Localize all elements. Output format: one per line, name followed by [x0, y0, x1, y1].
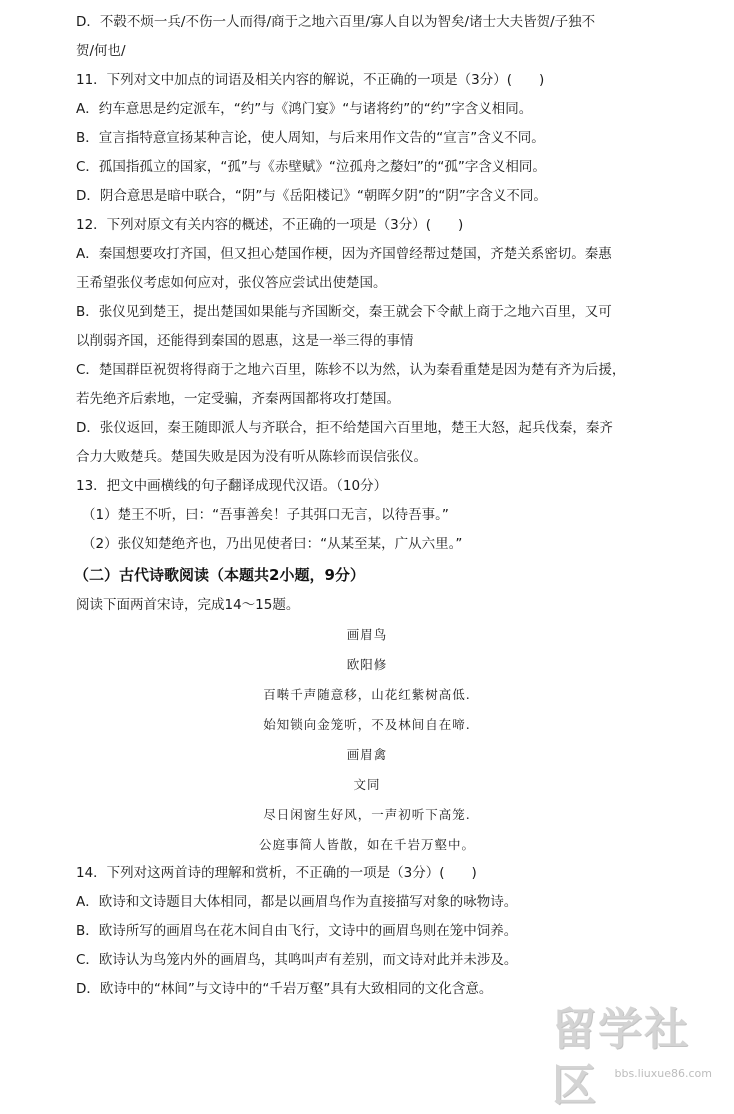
text-line: D．不毂不烦一兵/不伤一人而得/商于之地六百里/寡人自以为智矣/诸士大夫皆贺/子独不 [76, 14, 596, 30]
watermark-logo: 留学社区 [552, 1004, 690, 1111]
poem2-line: 尽日闲窗生好风，一声初听下高笼. [263, 807, 471, 822]
question-11-stem: 11．下列对文中加点的词语及相关内容的解说，不正确的一项是（3分）( ) [76, 72, 545, 88]
question-14-stem: 14．下列对这两首诗的理解和赏析，不正确的一项是（3分）( ) [76, 865, 477, 881]
poem1-line: 百啭千声随意移，山花红紫树高低. [263, 687, 471, 702]
option-d: D．阴合意思是暗中联合，“阴”与《岳阳楼记》“朝晖夕阴”的“阴”字含义不同。 [76, 188, 547, 204]
q13-item-1: （1）楚王不听，曰：“吾事善矣！子其弭口无言，以待吾事。” [82, 507, 449, 523]
option-d: D．欧诗中的“林间”与文诗中的“千岩万壑”具有大致相同的文化含意。 [76, 981, 493, 997]
option-d-cont: 合力大败楚兵。楚国失败是因为没有听从陈轸而误信张仪。 [76, 449, 427, 465]
site-watermark [552, 1002, 722, 1111]
poem1-title: 画眉鸟 [346, 627, 388, 642]
option-a: A．秦国想要攻打齐国，但又担心楚国作梗，因为齐国曾经帮过楚国，齐楚关系密切。秦惠 [76, 246, 612, 262]
poem2-author: 文同 [353, 777, 381, 792]
poem1-line: 始知锁向金笼听，不及林间自在啼. [263, 717, 471, 732]
option-c-cont: 若先绝齐后索地，一定受骗，齐秦两国都将攻打楚国。 [76, 391, 400, 407]
option-a: A．约车意思是约定派车，“约”与《鸿门宴》“与诸将约”的“约”字含义相同。 [76, 101, 533, 117]
poem1-author: 欧阳修 [346, 657, 388, 672]
option-a-cont: 王希望张仪考虑如何应对，张仪答应尝试出使楚国。 [76, 275, 387, 291]
reading-intro: 阅读下面两首宋诗，完成14～15题。 [76, 597, 300, 613]
option-b: B．宣言指特意宣扬某种言论，使人周知，与后来用作文告的“宣言”含义不同。 [76, 130, 545, 146]
option-c: C．楚国群臣祝贺将得商于之地六百里，陈轸不以为然，认为秦看重楚是因为楚有齐为后援， [76, 362, 626, 378]
option-b: B．张仪见到楚王，提出楚国如果能与齐国断交，秦王就会下令献上商于之地六百里，又可 [76, 304, 612, 320]
poem2-line: 公庭事简人皆散，如在千岩万壑中。 [258, 837, 475, 852]
question-13-stem: 13．把文中画横线的句子翻译成现代汉语。（10分） [76, 478, 388, 494]
option-d: D．张仪返回，秦王随即派人与齐联合，拒不给楚国六百里地，楚王大怒，起兵伐秦，秦齐 [76, 420, 613, 436]
text-line: 贺/何也/ [76, 43, 126, 59]
option-b-cont: 以削弱齐国，还能得到秦国的恩惠，这是一举三得的事情 [76, 333, 414, 349]
question-12-stem: 12．下列对原文有关内容的概述，不正确的一项是（3分）( ) [76, 217, 464, 233]
watermark-url: bbs.liuxue86.com [614, 1067, 712, 1080]
option-c: C．欧诗认为鸟笼内外的画眉鸟，其鸣叫声有差别，而文诗对此并未涉及。 [76, 952, 518, 968]
q13-item-2: （2）张仪知楚绝齐也，乃出见使者曰：“从某至某，广从六里。” [82, 536, 463, 552]
option-b: B．欧诗所写的画眉鸟在花木间自由飞行，文诗中的画眉鸟则在笼中饲养。 [76, 923, 518, 939]
poem2-title: 画眉禽 [346, 747, 388, 762]
option-a: A．欧诗和文诗题目大体相同，都是以画眉鸟作为直接描写对象的咏物诗。 [76, 894, 518, 910]
section-title: （二）古代诗歌阅读（本题共2小题，9分） [74, 566, 365, 584]
option-c: C．孤国指孤立的国家，“孤”与《赤壁赋》“泣孤舟之嫠妇”的“孤”字含义相同。 [76, 159, 546, 175]
